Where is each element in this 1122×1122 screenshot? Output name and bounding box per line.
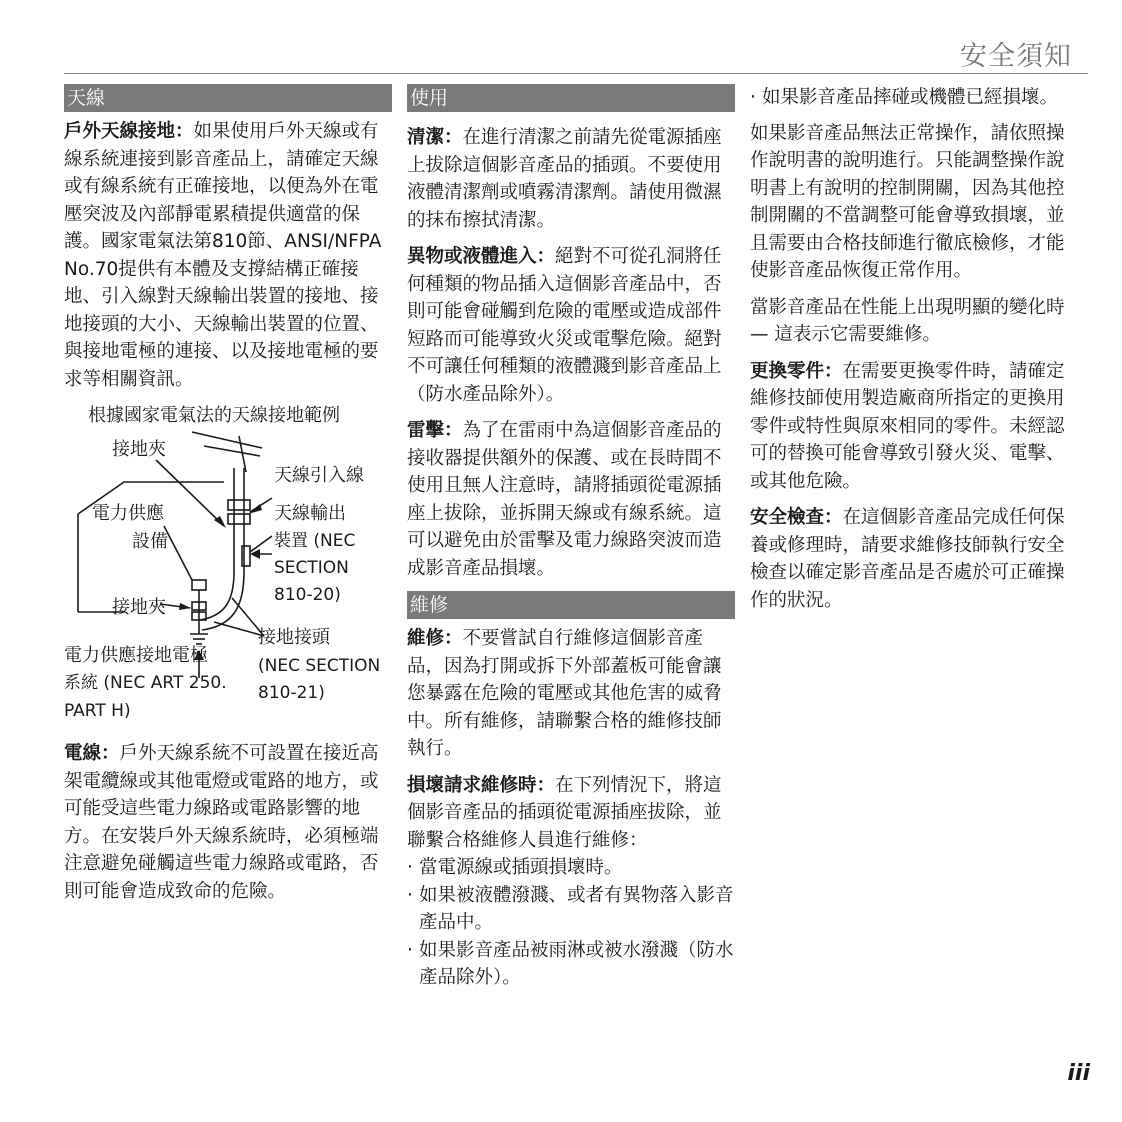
cleaning-paragraph	[407, 124, 735, 234]
outdoor-grounding-term: 戶外天線接地：	[64, 121, 194, 142]
lightning-paragraph	[407, 417, 735, 582]
power-lines-text: 戶外天線系統不可設置在接近高架電纜線或其他電燈或電路的地方，或可能受這些電力線路或電路影響的地方。在安裝戶外天線系統時，必須極端注意避免碰觸這些電力線路或電路，否則可能會造成致命的危險。	[64, 743, 379, 902]
power-lines-paragraph	[64, 740, 392, 905]
servicing-text: 不要嘗試自行維修這個影音產品，因為打開或拆下外部蓋板可能會讓您暴露在危險的電壓或其他危害的威脅中。所有維修，請聯繫合格的維修技師執行。	[407, 628, 722, 759]
label-electric-service-2: 設備	[132, 531, 168, 552]
damage-term: 損壞請求維修時：	[407, 774, 556, 796]
objects-liquids-text: 絕對不可從孔洞將任何種類的物品插入這個影音產品中，否則可能會碰觸到危險的電壓或造成部件短路而可能導致火災或電擊危險。絕對不可讓任何種類的液體濺到影音產品上（防水產品除外）。	[407, 246, 722, 405]
cleaning-text: 在進行清潔之前請先從電源插座上拔除這個影音產品的插頭。不要使用液體清潔劑或噴霧清潔劑。請使用微濕的抹布擦拭清潔。	[407, 127, 722, 231]
label-electrode-system-1: 電力供應接地電極	[64, 645, 208, 666]
label-electrode-system-3: PART H)	[64, 701, 131, 721]
bullet-item	[407, 854, 735, 882]
bullet-dot: ·	[407, 939, 413, 961]
antenna-element-2	[204, 446, 260, 456]
cleaning-term: 清潔：	[407, 127, 463, 148]
section-title-use: 使用	[407, 84, 735, 112]
label-discharge-unit-3: SECTION	[274, 558, 349, 578]
servicing-term: 維修：	[407, 628, 463, 649]
column-continued	[750, 84, 1076, 623]
bullet-text: 如果影音產品被雨淋或被水潑濺（防水產品除外）。	[419, 939, 734, 988]
lightning-text: 為了在雷雨中為這個影音產品的接收器提供額外的保護、或在長時間不使用且無人注意時，請將插頭從電源插座上拔除，並拆開天線或有線系統。這可以避免由於雷擊及電力線路突波而造成影音產品損壞。	[407, 420, 722, 579]
label-grounding-conductor-3: 810-21)	[258, 683, 325, 703]
label-ground-clamp-top: 接地夾	[112, 439, 166, 460]
section-title-antennas: 天線	[64, 84, 392, 112]
replacement-parts-text: 在需要更換零件時，請確定維修技師使用製造廠商所指定的更換用零件或特性與原來相同的零件。未經認可的替換可能會導致引發火災、電擊、或其他危險。	[750, 360, 1065, 492]
column-antennas	[64, 84, 392, 914]
clamp-box-lower	[228, 514, 250, 524]
power-lines-term: 電線：	[64, 743, 120, 764]
lightning-term: 雷擊：	[407, 420, 463, 441]
objects-liquids-term: 異物或液體進入：	[407, 246, 556, 267]
antenna-grounding-diagram	[64, 402, 392, 740]
label-discharge-unit-1: 天線輸出	[274, 503, 346, 524]
diagram-title: 根據國家電氣法的天線接地範例	[88, 405, 340, 426]
service-box	[192, 580, 206, 590]
lead-in-curve-2	[202, 572, 244, 630]
abnormal-operation-paragraph: 如果影音產品無法正常操作，請依照操作說明書的說明進行。只能調整操作說明書上有說明的控制開關，因為其他控制開關的不當調整可能會導致損壞，並且需要由合格技師進行徹底檢修，才能使影音產品恢復正常作用。	[750, 122, 1065, 281]
page-header-title: 安全須知	[960, 41, 1072, 72]
arrow-service-equipment	[164, 526, 192, 580]
bullet-text: 當電源線或插頭損壞時。	[419, 857, 623, 878]
bullet-text: 如果被液體潑濺、或者有異物落入影音產品中。	[419, 884, 734, 933]
safety-check-paragraph	[750, 504, 1076, 614]
damage-text: 在下列情況下，將這個影音產品的插頭從電源插座拔除，並聯繫合格維修人員進行維修：	[407, 774, 722, 851]
header-rule	[64, 73, 1088, 74]
section-title-service: 維修	[407, 591, 735, 619]
safety-check-term: 安全檢查：	[750, 507, 843, 528]
label-grounding-conductor-1: 接地接頭	[258, 627, 330, 648]
arrow-clamp-top	[156, 460, 224, 526]
bullet-dot: ·	[750, 87, 756, 108]
label-electric-service-1: 電力供應	[92, 503, 164, 524]
antenna-element-1	[192, 432, 262, 448]
safety-check-text: 在這個影音產品完成任何保養或修理時，請要求維修技師執行安全檢查以確定影音產品是否處於可正確操作的狀況。	[750, 507, 1065, 611]
label-electrode-system-2: 系統 (NEC ART 250.	[64, 673, 227, 693]
replacement-parts-paragraph	[750, 358, 1076, 496]
arrow-conductor-1	[214, 622, 264, 636]
arrowhead-clamp-bottom	[179, 603, 191, 610]
outdoor-grounding-text: 如果使用戶外天線或有線系統連接到影音產品上，請確定天線或有線系統有正確接地，以便為外在電壓突波及內部靜電累積提供適當的保護。國家電氣法第810節、ANSI/NFPA No.70提供有本體及支撐結構正確接地、引入線對天線輸出裝置的接地、接地接頭的大小、天線輸出裝置的位置、與接地電極的連接、以及接地電極的要求等相關資訊。	[64, 121, 382, 390]
objects-liquids-paragraph	[407, 243, 735, 408]
bullet-text: 如果影音產品摔碰或機體已經損壞。	[762, 87, 1059, 108]
servicing-paragraph	[407, 625, 735, 763]
damage-paragraph	[407, 772, 735, 855]
outdoor-grounding-paragraph	[64, 118, 392, 393]
bullet-dot: ·	[407, 884, 413, 906]
label-ground-clamp-bottom: 接地夾	[112, 597, 166, 618]
bullet-item	[407, 937, 735, 992]
arrow-discharge-1	[250, 536, 272, 552]
label-antenna-lead-in: 天線引入線	[274, 465, 364, 486]
replacement-parts-term: 更換零件：	[750, 360, 843, 382]
column-use	[407, 84, 735, 992]
label-discharge-unit-2: 裝置 (NEC	[274, 531, 356, 551]
bullet-dot: ·	[407, 857, 413, 878]
performance-change-paragraph: 當影音產品在性能上出現明顯的變化時 — 這表示它需要維修。	[750, 296, 1065, 345]
bullet-item	[750, 84, 1076, 112]
label-grounding-conductor-2: (NEC SECTION	[258, 656, 381, 676]
page-number: iii	[1067, 1061, 1090, 1086]
bullet-item	[407, 882, 735, 937]
label-discharge-unit-4: 810-20)	[274, 585, 341, 605]
clamp-box-upper	[228, 500, 250, 510]
